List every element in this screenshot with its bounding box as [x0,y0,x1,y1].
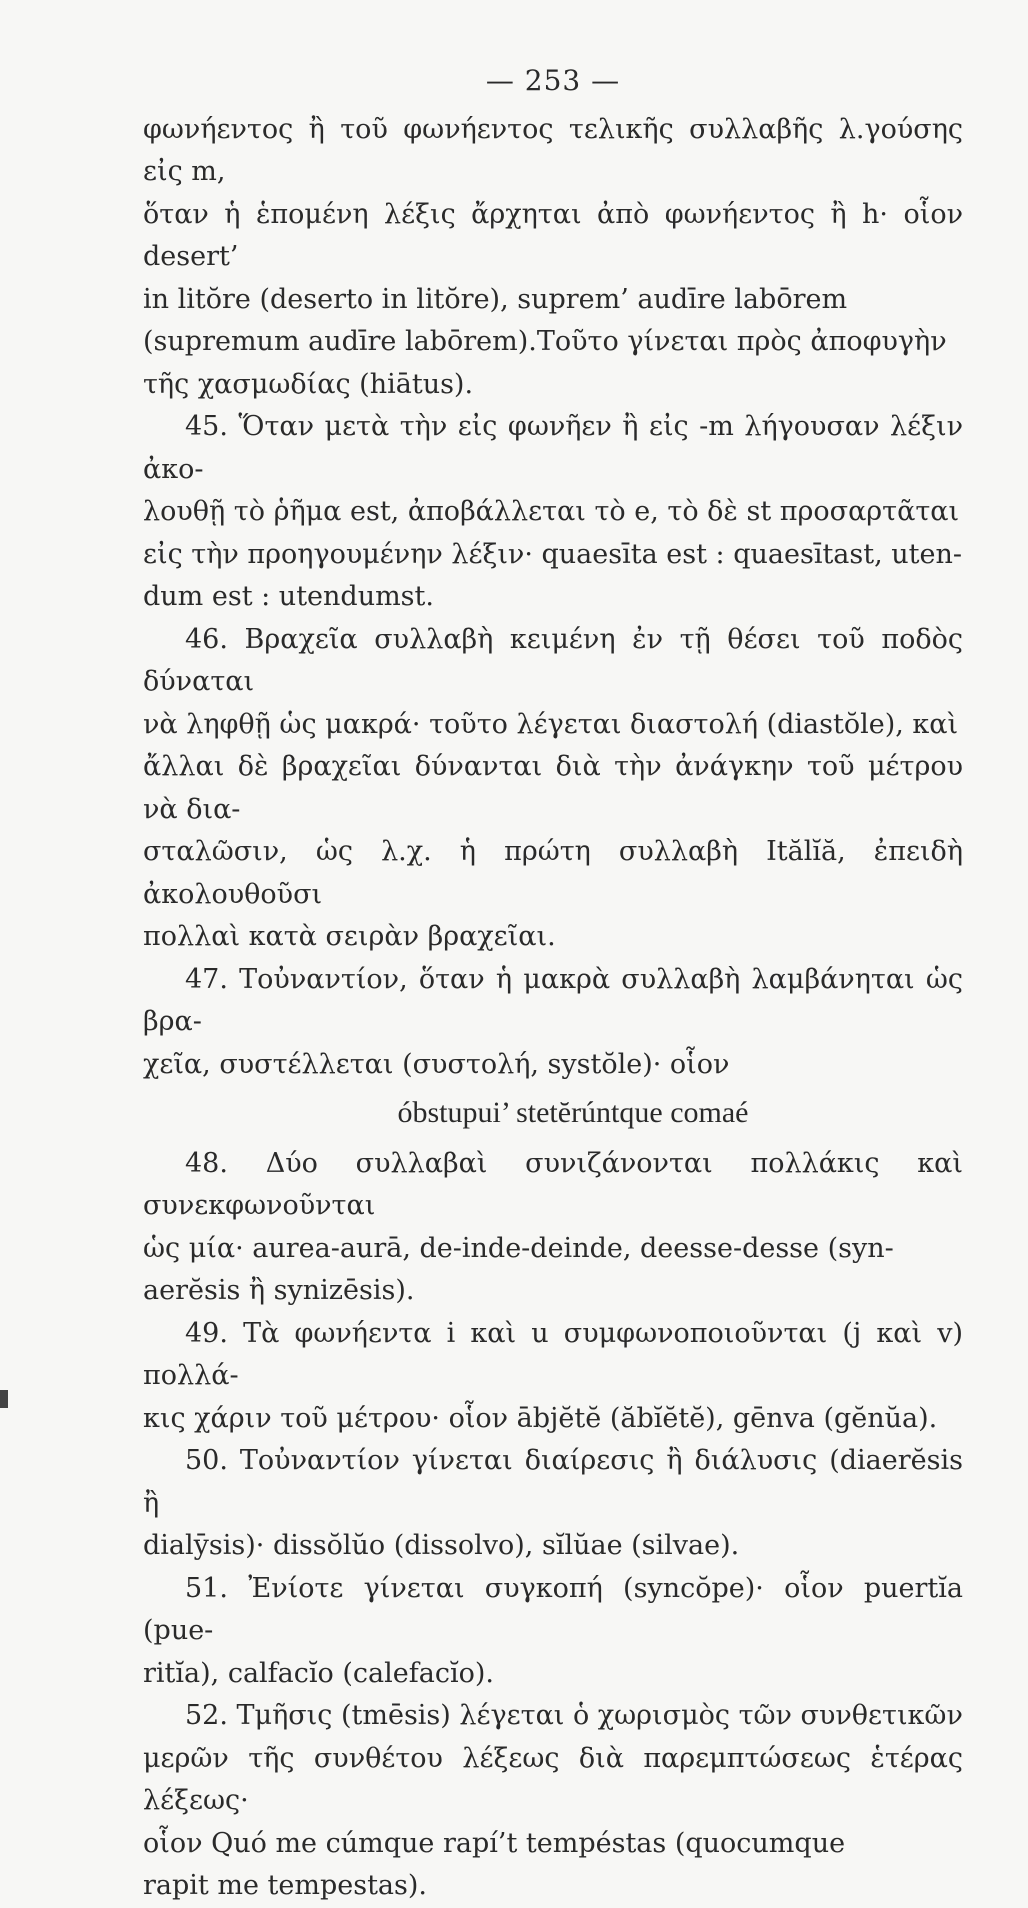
text-line: dum est : utendumst. [143,581,434,612]
margin-mark [0,1390,8,1408]
text-line: 50. Τοὐναντίον γίνεται διαίρεσις ἢ διάλυσις (diaerĕsis ἢ [143,1445,963,1519]
paragraph-intro [143,109,963,407]
text-line: 46. Βραχεῖα συλλαβὴ κειμένη ἐν τῇ θέσει τοῦ ποδὸς δύναται [143,623,963,697]
page-number: — 253 — [485,64,621,97]
text-line: ὡς μία· aurea-aurā, de-inde-deinde, deesse-desse (syn- [143,1232,894,1264]
text-line: 51. Ἐνίοτε γίνεται συγκοπή (syncŏpe)· οἷον puertĭa (pue- [143,1572,963,1646]
paragraph-47 [143,959,963,1087]
paragraph-52 [143,1695,963,1908]
text-line: 45. Ὅταν μετὰ τὴν εἰς φωνῆεν ἢ εἰς -m λήγουσαν λέξιν ἀκο- [143,411,963,485]
paragraph-46 [143,619,963,959]
book-page [143,60,963,1908]
verse-example: óbstupui’ stetĕrúntque comaé [397,1096,749,1129]
text-line: πολλαὶ κατὰ σειρὰν βραχεῖαι. [143,921,556,952]
text-line: 49. Τὰ φωνήεντα i καὶ u συμφωνοποιοῦνται (j καὶ v) πολλά- [143,1317,963,1391]
text-line: dialȳsis)· dissŏlŭo (dissolvo), sĭlŭae (silvae). [143,1530,740,1561]
text-line: 48. Δύο συλλαβαὶ συνιζάνονται πολλάκις καὶ συνεκφωνοῦνται [143,1147,963,1221]
paragraph-50 [143,1440,963,1568]
text-line: σταλῶσιν, ὡς λ.χ. ἡ πρώτη συλλαβὴ Itălĭă, ἐπειδὴ ἀκολουθοῦσι [143,836,963,910]
paragraph-51 [143,1568,963,1696]
text-line: κις χάριν τοῦ μέτρου· οἷον ābjĕtĕ (ăbĭĕtĕ), gēnva (gĕnŭa). [143,1402,938,1434]
text-line: rapit me tempestas). [143,1870,427,1901]
text-line: λουθῇ τὸ ῥῆμα est, ἀποβάλλεται τὸ e, τὸ δὲ st προσαρτᾶται [143,496,960,527]
text-line: τῆς χασμωδίας (hiātus). [143,368,474,400]
text-line: ritĭa), calfacĭo (calefacĭo). [143,1657,494,1689]
paragraph-48 [143,1143,963,1313]
text-line: aerĕsis ἢ synizēsis). [143,1275,415,1306]
paragraph-49 [143,1313,963,1441]
text-line: 52. Τμῆσις (tmēsis) λέγεται ὁ χωρισμὸς τῶν συνθετικῶν [185,1700,963,1731]
text-line: μερῶν τῆς συνθέτου λέξεως διὰ παρεμπτώσεως ἑτέρας λέξεως· [143,1742,963,1816]
text-line: in litŏre (deserto in litŏre), suprem’ audīre labōrem [143,283,848,315]
text-line: νὰ ληφθῇ ὡς μακρά· τοῦτο λέγεται διαστολή (diastŏle), καὶ [143,708,959,740]
text-line: 47. Τοὐναντίον, ὅταν ἡ μακρὰ συλλαβὴ λαμβάνηται ὡς βρα- [143,963,963,1037]
text-line: εἰς τὴν προηγουμένην λέξιν· quaesīta est : quaesītast, uten- [143,538,963,570]
text-line: χεῖα, συστέλλεται (συστολή, systŏle)· οἷον [143,1048,730,1080]
text-line: (supremum audīre labōrem).Τοῦτο γίνεται πρὸς ἀποφυγὴν [143,326,947,357]
text-line: οἷον Quó me cúmque rapí’t tempéstas (quocumque [143,1827,846,1859]
paragraph-45 [143,406,963,619]
text-line: ἄλλαι δὲ βραχεῖαι δύνανται διὰ τὴν ἀνάγκην τοῦ μέτρου νὰ δια- [143,751,963,825]
text-line: ὅταν ἡ ἑπομένη λέξις ἄρχηται ἀπὸ φωνήεντος ἢ h· οἷον desert’ [143,198,963,272]
text-line: φωνήεντος ἢ τοῦ φωνήεντος τελικῆς συλλαβῆς λ.γούσης εἰς m, [143,113,963,187]
